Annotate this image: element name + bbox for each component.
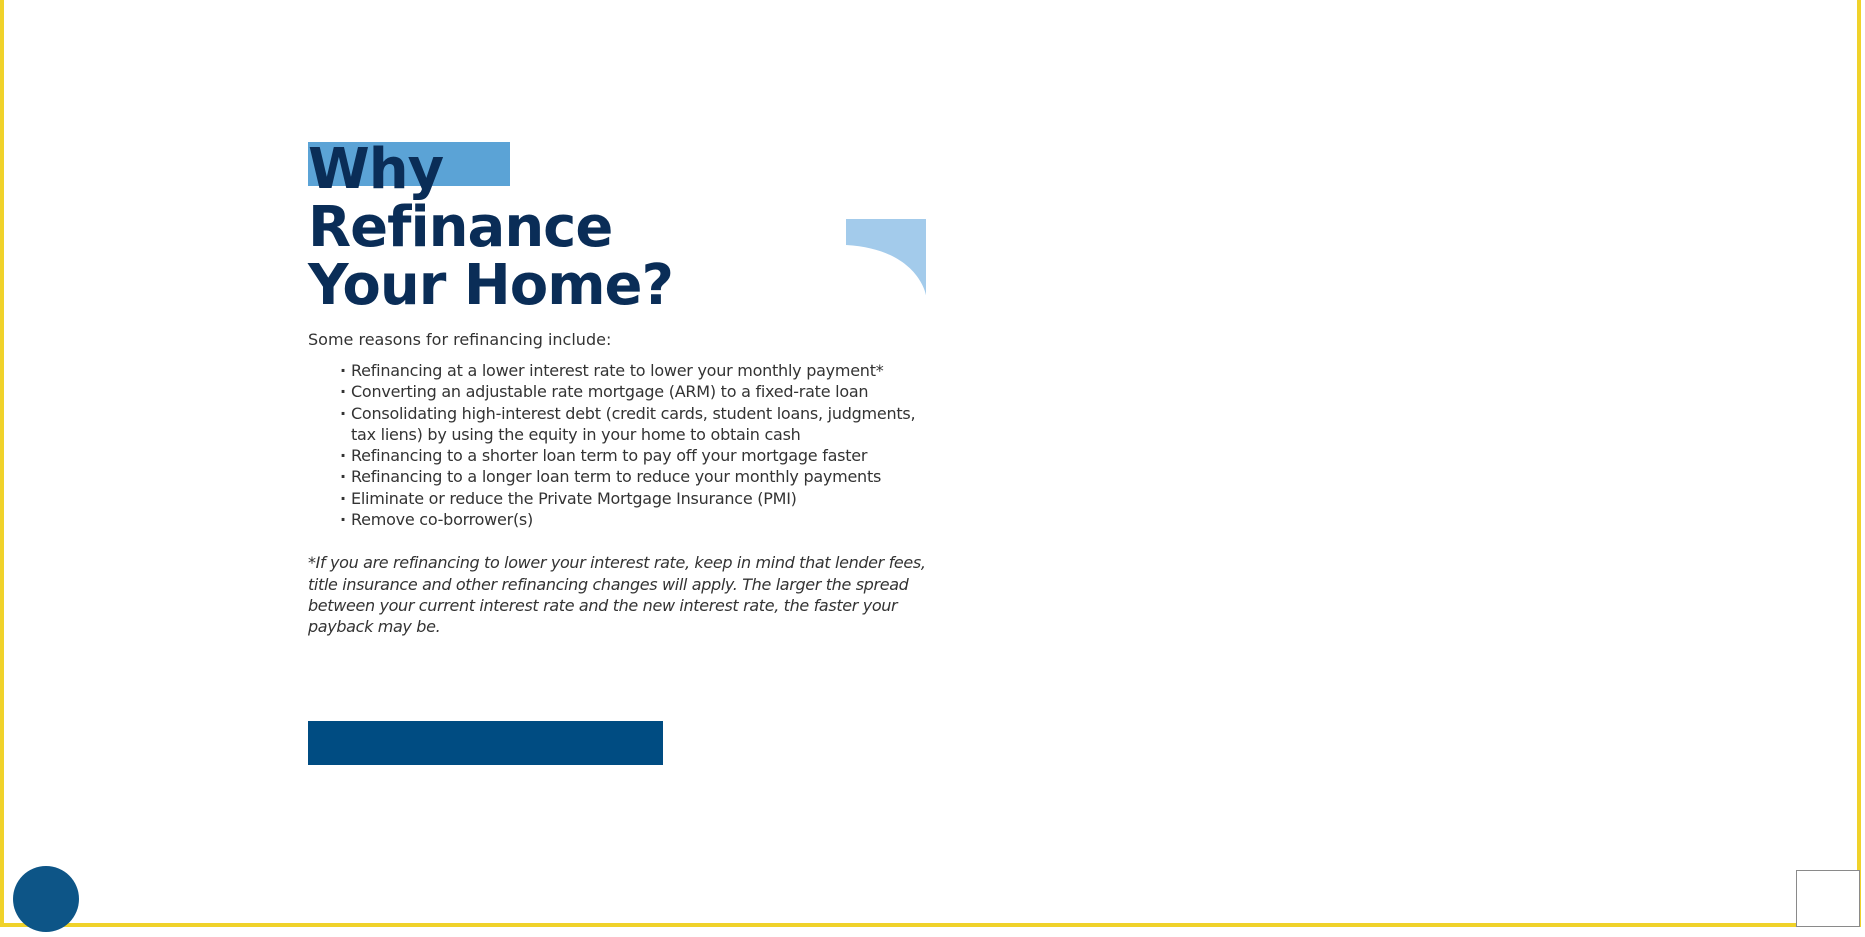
reasons-list bbox=[308, 360, 928, 530]
list-item: · Eliminate or reduce the Private Mortgage Insurance (PMI) bbox=[342, 488, 928, 509]
title-line-1: Why bbox=[308, 137, 444, 202]
list-item: · Refinancing to a shorter loan term to pay off your mortgage faster bbox=[342, 445, 928, 466]
main-content bbox=[308, 137, 928, 638]
disclaimer-text: *If you are refinancing to lower your interest rate, keep in mind that lender fees, title insurance and other refinancing changes will apply. The larger the spread between your current interest rate and the new interest rate, the faster your payback may be. bbox=[308, 553, 926, 637]
list-item: · Remove co-borrower(s) bbox=[342, 509, 928, 530]
title-block bbox=[308, 137, 928, 318]
quarter-circle-decoration-icon bbox=[846, 219, 926, 295]
intro-text: Some reasons for refinancing include: bbox=[308, 330, 612, 349]
chat-bubble-icon[interactable] bbox=[13, 866, 79, 932]
list-item: · Converting an adjustable rate mortgage (ARM) to a fixed-rate loan bbox=[342, 381, 928, 402]
list-item: · Refinancing at a lower interest rate to lower your monthly payment* bbox=[342, 360, 928, 381]
corner-widget[interactable] bbox=[1796, 870, 1860, 927]
title-line-3: Your Home? bbox=[308, 253, 674, 318]
title-line-2: Refinance bbox=[308, 195, 613, 260]
cta-button[interactable] bbox=[308, 721, 663, 765]
list-item: · Refinancing to a longer loan term to reduce your monthly payments bbox=[342, 466, 928, 487]
list-item: · Consolidating high-interest debt (credit cards, student loans, judgments, tax liens) by using the equity in your home to obtain cash bbox=[342, 403, 928, 446]
page-title bbox=[308, 137, 928, 318]
